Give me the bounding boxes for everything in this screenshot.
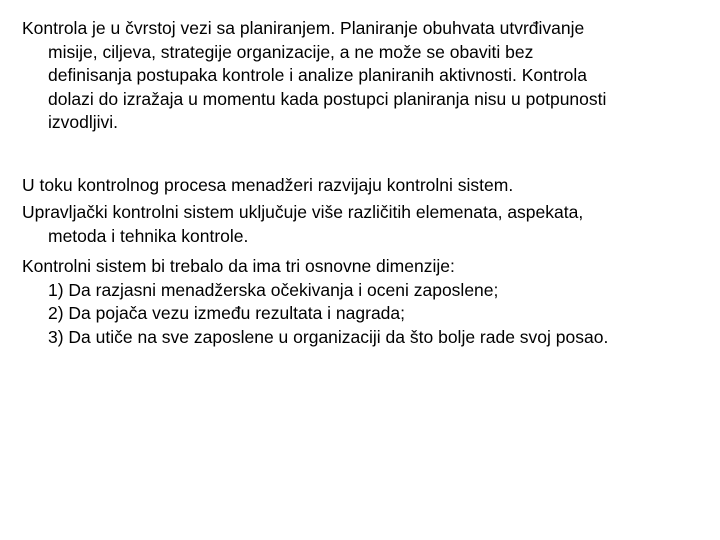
text-line: dolazi do izražaja u momentu kada postupci planiranja nisu u potpunosti	[48, 88, 607, 109]
text-line: izvodljivi.	[48, 112, 119, 132]
text-line: definisanja postupaka kontrole i analize planiranih aktivnosti. Kontrola	[48, 65, 587, 85]
paragraph-control-system	[22, 201, 702, 248]
text-line: Upravljački kontrolni sistem uključuje više različitih elemenata, aspekata,	[22, 202, 584, 222]
list-item: 2) Da pojača vezu između rezultata i nagrada;	[48, 303, 406, 323]
paragraph-planning	[22, 17, 702, 135]
paragraph-control-process	[22, 174, 702, 198]
text-line: Kontrola je u čvrstoj vezi sa planiranjem. Planiranje obuhvata utvrđivanje	[22, 18, 585, 38]
list-item: 3) Da utiče na sve zaposlene u organizaciji da što bolje rade svoj posao.	[48, 326, 609, 347]
text-line: misije, ciljeva, strategije organizacije, a ne može se obaviti bez	[48, 41, 534, 62]
text-line: U toku kontrolnog procesa menadžeri razvijaju kontrolni sistem.	[22, 175, 514, 195]
paragraph-dimensions	[22, 255, 702, 349]
text-line: metoda i tehnika kontrole.	[48, 225, 249, 246]
dimensions-intro: Kontrolni sistem bi trebalo da ima tri osnovne dimenzije:	[22, 256, 455, 276]
list-item: 1) Da razjasni menadžerska očekivanja i oceni zaposlene;	[48, 279, 499, 300]
